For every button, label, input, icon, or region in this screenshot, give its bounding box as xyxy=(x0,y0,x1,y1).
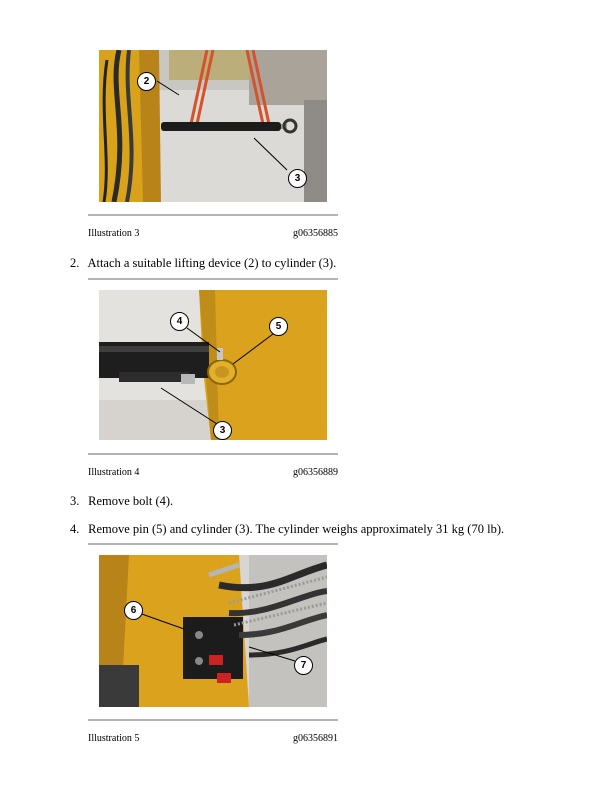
callout-4: 4 xyxy=(170,312,189,331)
callout-6: 6 xyxy=(124,601,143,620)
callout-3: 3 xyxy=(288,169,307,188)
callout-7: 7 xyxy=(294,656,313,675)
illustration-5-label: Illustration 5 xyxy=(88,733,140,744)
illustration-5-photo xyxy=(99,555,327,707)
illustration-4-photo xyxy=(99,290,327,440)
illustration-4-rule xyxy=(88,453,338,455)
callout-5: 5 xyxy=(269,317,288,336)
illustration-4-top-rule xyxy=(88,278,338,280)
step-4 xyxy=(70,522,504,537)
step-3-text: Remove bolt (4). xyxy=(88,494,174,508)
illustration-5-top-rule xyxy=(88,543,338,545)
step-2 xyxy=(70,256,336,271)
step-4-text: Remove pin (5) and cylinder (3). The cylinder weighs approximately 31 kg (70 lb). xyxy=(88,522,505,536)
step-4-number: 4. xyxy=(70,522,80,536)
illustration-3-rule xyxy=(88,214,338,216)
illustration-4-label: Illustration 4 xyxy=(88,467,140,478)
illustration-5-rule xyxy=(88,719,338,721)
step-2-number: 2. xyxy=(70,256,80,270)
step-3-number: 3. xyxy=(70,494,80,508)
step-2-text: Attach a suitable lifting device (2) to cylinder (3). xyxy=(87,256,337,270)
illustration-3-id: g06356885 xyxy=(293,228,338,239)
step-3 xyxy=(70,494,173,509)
illustration-3-label: Illustration 3 xyxy=(88,228,140,239)
illustration-3-photo xyxy=(99,50,327,202)
illustration-5-id: g06356891 xyxy=(293,733,338,744)
callout-3-fig4: 3 xyxy=(213,421,232,440)
illustration-4-id: g06356889 xyxy=(293,467,338,478)
callout-2: 2 xyxy=(137,72,156,91)
